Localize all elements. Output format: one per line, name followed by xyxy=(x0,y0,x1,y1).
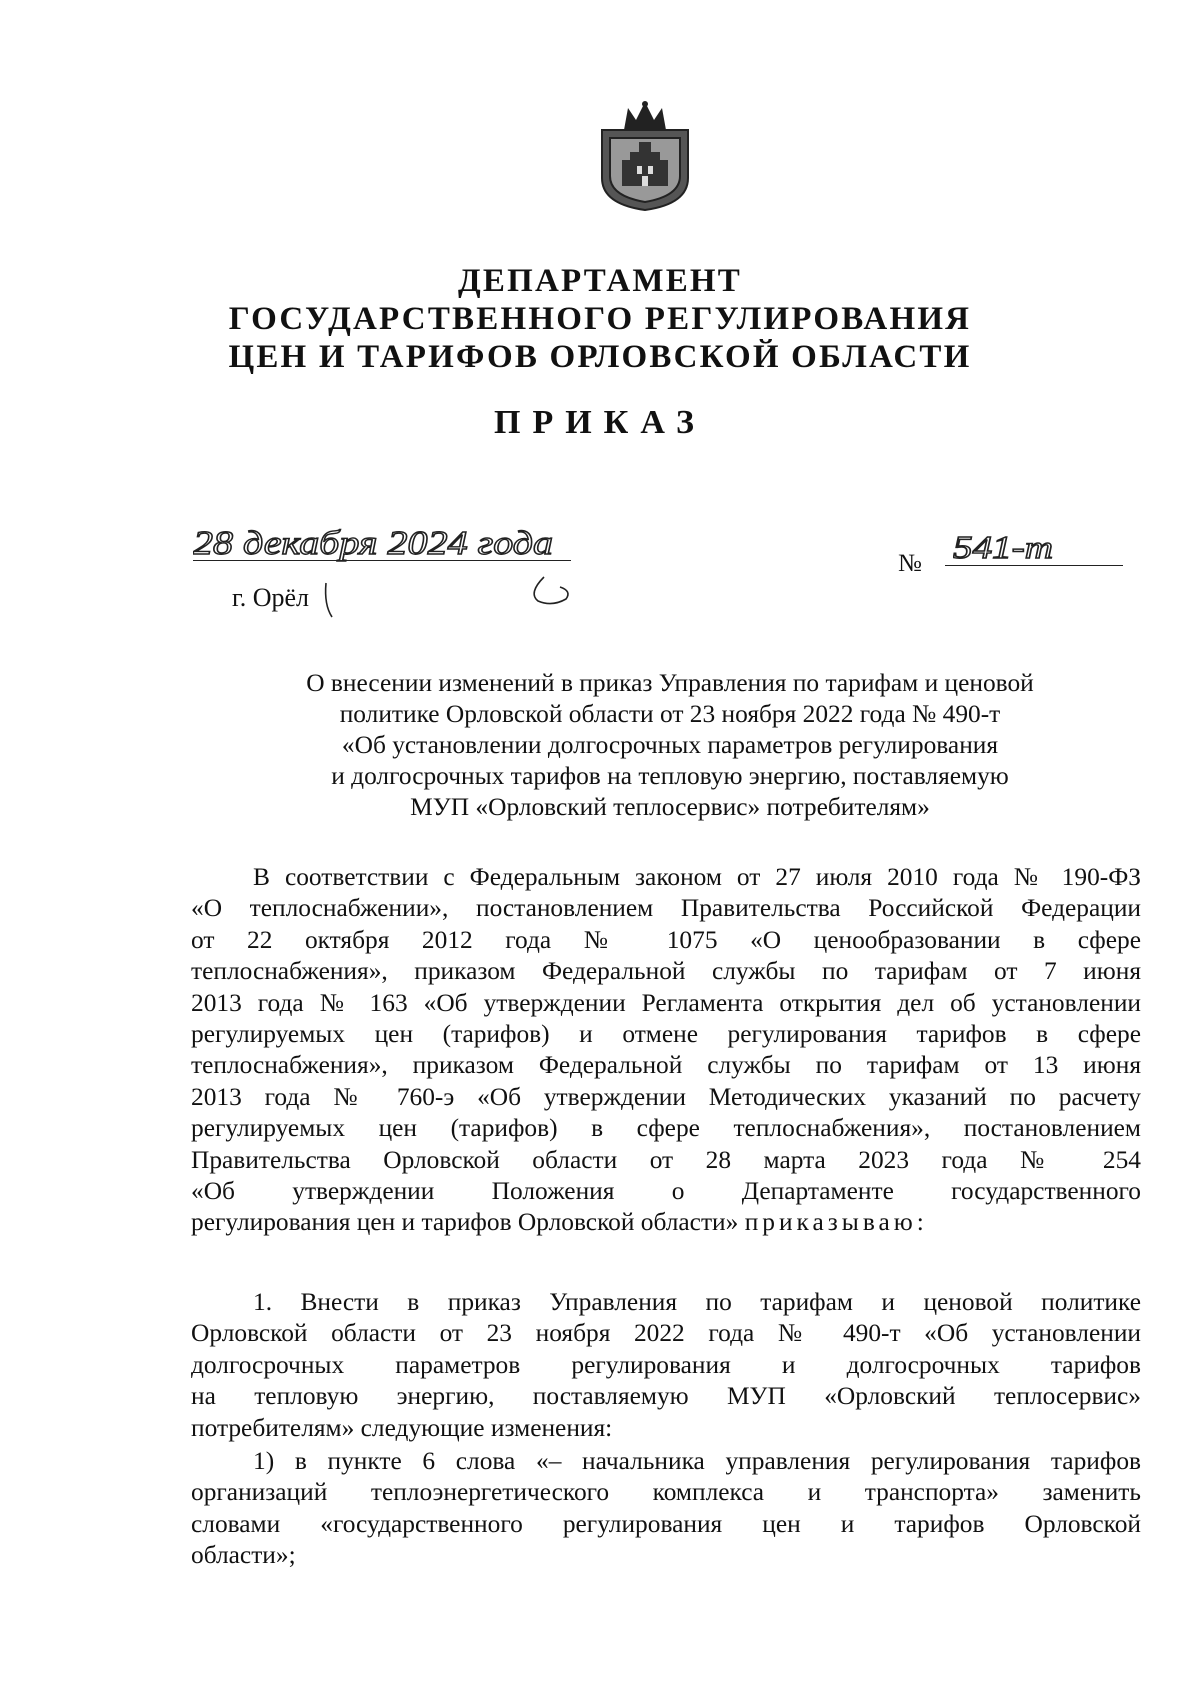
svg-text:28 декабря 2024 года: 28 декабря 2024 года xyxy=(193,525,553,562)
subitem-1-line: области»; xyxy=(191,1541,296,1570)
subitem-1-line: организаций теплоэнергетического комплекса и транспорта» заменить xyxy=(191,1478,1141,1507)
handwritten-date-signature xyxy=(193,520,571,564)
preamble-line-text: регулирования цен и тарифов Орловской области» xyxy=(191,1208,739,1237)
subject-line: МУП «Орловский теплосервис» потребителям» xyxy=(410,793,930,821)
document-type-title: ПРИКАЗ xyxy=(494,404,706,441)
preamble-last-line xyxy=(191,1207,1141,1238)
preamble-line: от 22 октября 2012 года № 1075 «О ценообразовании в сфере xyxy=(191,925,1141,954)
order-word: приказываю: xyxy=(744,1208,928,1237)
item-1-line: на тепловую энергию, поставляемую МУП «Орловский теплосервис» xyxy=(191,1382,1141,1411)
preamble-line: 2013 года № 163 «Об утверждении Регламента открытия дел об установлении xyxy=(191,988,1141,1017)
department-name-line-3: ЦЕН И ТАРИФОВ ОРЛОВСКОЙ ОБЛАСТИ xyxy=(228,339,972,375)
document-subject xyxy=(240,668,1100,823)
subject-line: и долгосрочных тарифов на тепловую энергию, поставляемую xyxy=(331,762,1009,790)
subject-line: О внесении изменений в приказ Управления по тарифам и ценовой xyxy=(306,669,1034,697)
item-1-paragraph xyxy=(191,1287,1141,1444)
svg-text:541-т: 541-т xyxy=(953,529,1053,565)
preamble-line: Правительства Орловской области от 28 марта 2023 года № 254 xyxy=(191,1145,1141,1174)
preamble-line: регулируемых цен (тарифов) в сфере теплоснабжения», постановлением xyxy=(191,1114,1141,1143)
preamble-line: регулируемых цен (тарифов) и отмене регулирования тарифов в сфере xyxy=(191,1019,1141,1048)
item-1-line: долгосрочных параметров регулирования и долгосрочных тарифов xyxy=(191,1350,1141,1379)
item-1-line: потребителям» следующие изменения: xyxy=(191,1413,613,1442)
handwritten-order-number xyxy=(945,529,1123,566)
department-name-line-1: ДЕПАРТАМЕНТ xyxy=(457,263,742,299)
department-header xyxy=(0,262,1200,376)
coat-of-arms-emblem xyxy=(592,100,698,212)
subitem-1-line: 1) в пункте 6 слова «– начальника управления регулирования тарифов xyxy=(253,1447,1141,1475)
subitem-1-paragraph xyxy=(191,1446,1141,1572)
preamble-line: теплоснабжения», приказом Федеральной службы по тарифам от 7 июня xyxy=(191,957,1141,986)
handwritten-number-signature xyxy=(953,528,1113,568)
number-label: № xyxy=(898,550,922,577)
preamble-line: 2013 года № 760-э «Об утверждении Методических указаний по расчету xyxy=(191,1082,1141,1111)
handwritten-date xyxy=(193,525,571,562)
subject-line: политике Орловской области от 23 ноября 2022 года № 490-т xyxy=(339,700,1001,728)
subitem-1-line: словами «государственного регулирования цен и тарифов Орловской xyxy=(191,1509,1141,1538)
item-1-line: 1. Внести в приказ Управления по тарифам и ценовой политике xyxy=(253,1288,1141,1316)
preamble-line: «Об утверждении Положения о Департаменте государственного xyxy=(191,1176,1141,1205)
preamble-line: «О теплоснабжении», постановлением Правительства Российской Федерации xyxy=(191,894,1141,923)
preamble-line: В соответствии с Федеральным законом от 27 июля 2010 года № 190-ФЗ xyxy=(253,863,1141,891)
department-name-line-2: ГОСУДАРСТВЕННОГО РЕГУЛИРОВАНИЯ xyxy=(228,301,972,337)
handwritten-pen-strokes xyxy=(316,575,616,630)
item-1-line: Орловской области от 23 ноября 2022 года № 490-т «Об установлении xyxy=(191,1319,1141,1348)
preamble-paragraph xyxy=(191,862,1141,1239)
preamble-line: теплоснабжения», приказом Федеральной службы по тарифам от 13 июня xyxy=(191,1051,1141,1080)
subject-line: «Об установлении долгосрочных параметров регулирования xyxy=(341,731,999,759)
city-label: г. Орёл xyxy=(232,583,310,612)
